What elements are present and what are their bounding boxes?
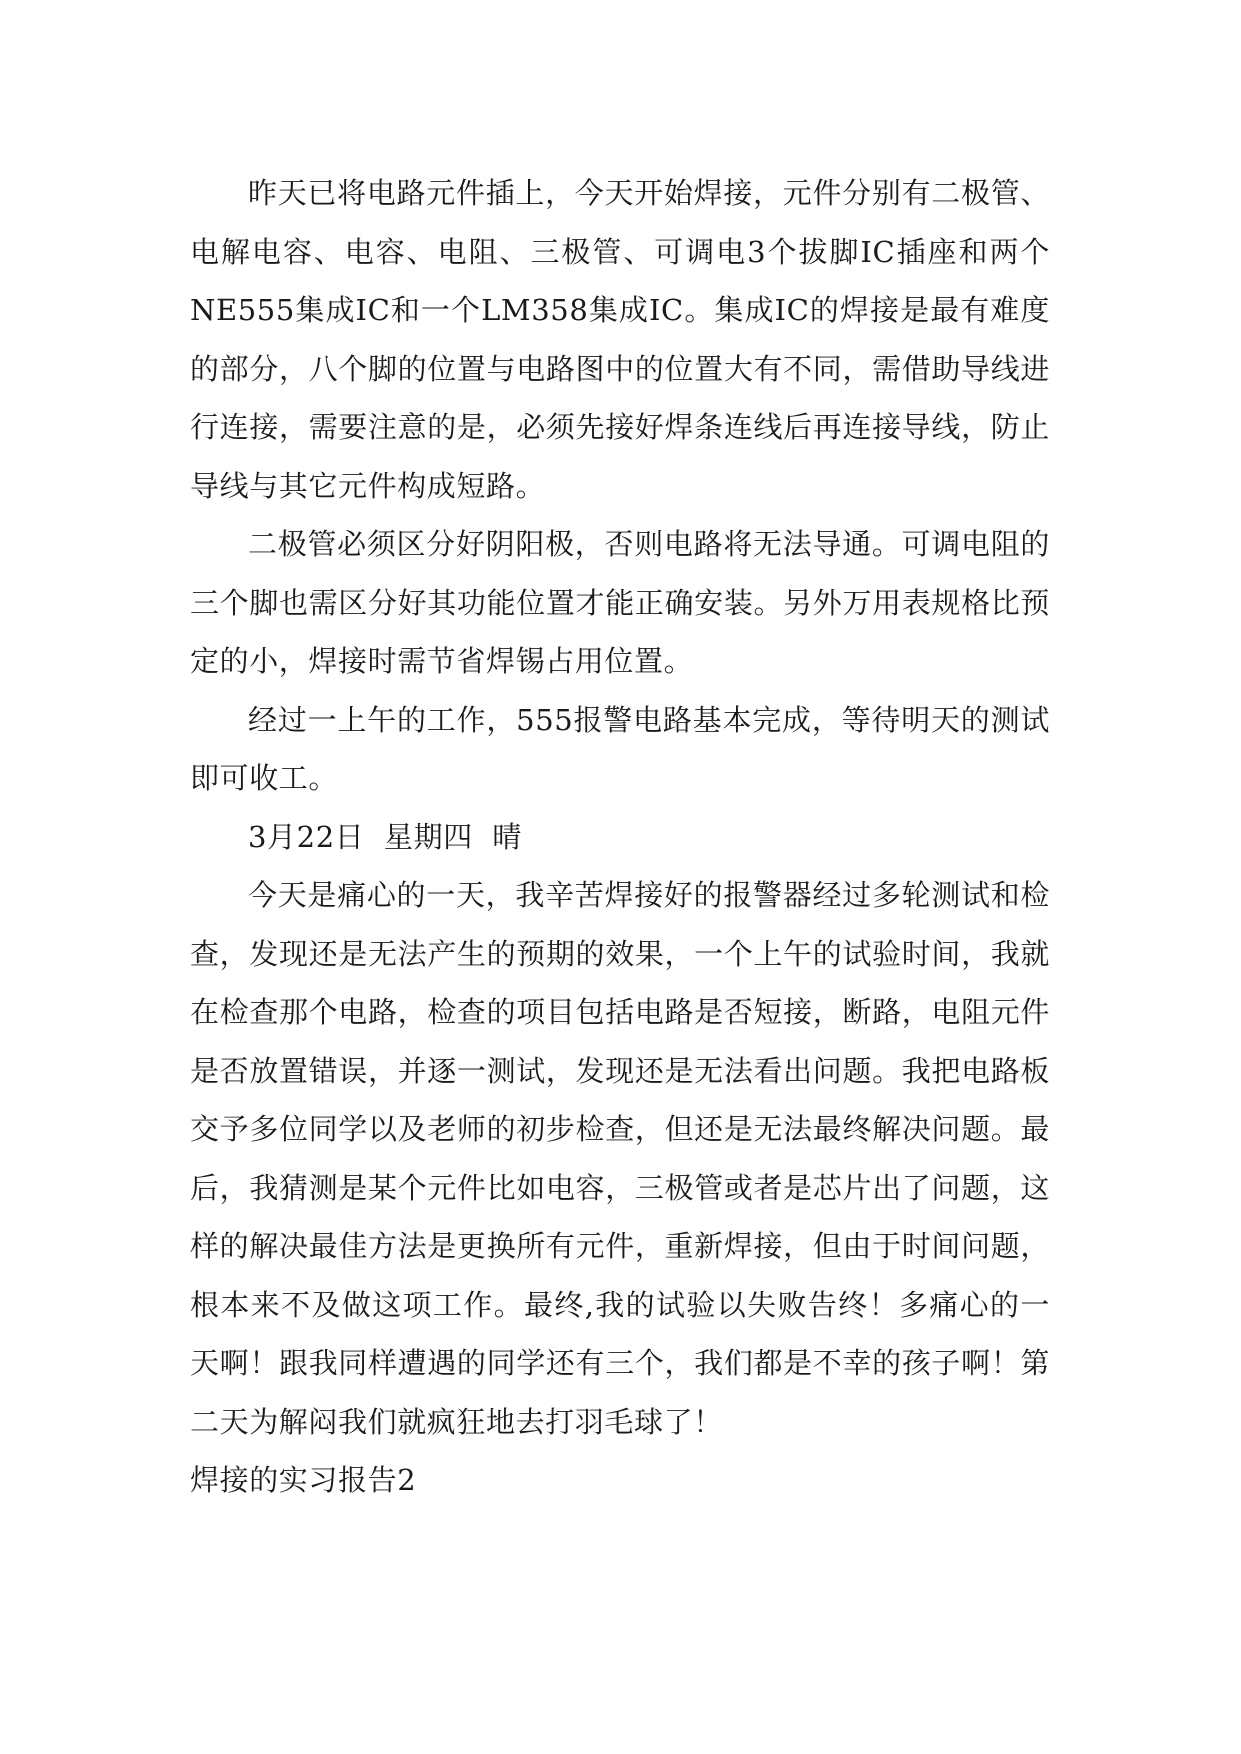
paragraph-diode-polarity: 二极管必须区分好阴阳极，否则电路将无法导通。可调电阻的三个脚也需区分好其功能位置才能正确安装。另外万用表规格比预定的小，焊接时需节省焊锡占用位置。 xyxy=(190,527,1050,678)
paragraph-failed-test: 今天是痛心的一天，我辛苦焊接好的报警器经过多轮测试和检查，发现还是无法产生的预期的效果，一个上午的试验时间，我就在检查那个电路，检查的项目包括电路是否短接，断路，电阻元件是否放置错误，并逐一测试，发现还是无法看出问题。我把电路板交予多位同学以及老师的初步检查，但还是无法最终解决问题。最后，我猜测是某个元件比如电容，三极管或者是芯片出了问题，这样的解决最佳方法是更换所有元件，重新焊接，但由于时间问题，根本来不及做这项工作。最终,我的试验以失败告终！多痛心的一天啊！跟我同样遭遇的同学还有三个，我们都是不幸的孩子啊！第二天为解闷我们就疯狂地去打羽毛球了！ xyxy=(190,878,1050,1439)
paragraph-morning-complete: 经过一上午的工作，555报警电路基本完成，等待明天的测试即可收工。 xyxy=(190,702,1050,795)
paragraph-soldering-components: 昨天已将电路元件插上，今天开始焊接，元件分别有二极管、电解电容、电容、电阻、三极管、可调电3个拔脚IC插座和两个NE555集成IC和一个LM358集成IC。集成IC的焊接是最有难度的部分，八个脚的位置与电路图中的位置大有不同，需借助导线进行连接，需要注意的是，必须先接好焊条连线后再连接导线，防止导线与其它元件构成短路。 xyxy=(190,176,1050,503)
document-body xyxy=(190,164,1050,1510)
diary-date-line: 3月22日 星期四 晴 xyxy=(248,819,523,854)
section-heading: 焊接的实习报告2 xyxy=(190,1463,417,1497)
